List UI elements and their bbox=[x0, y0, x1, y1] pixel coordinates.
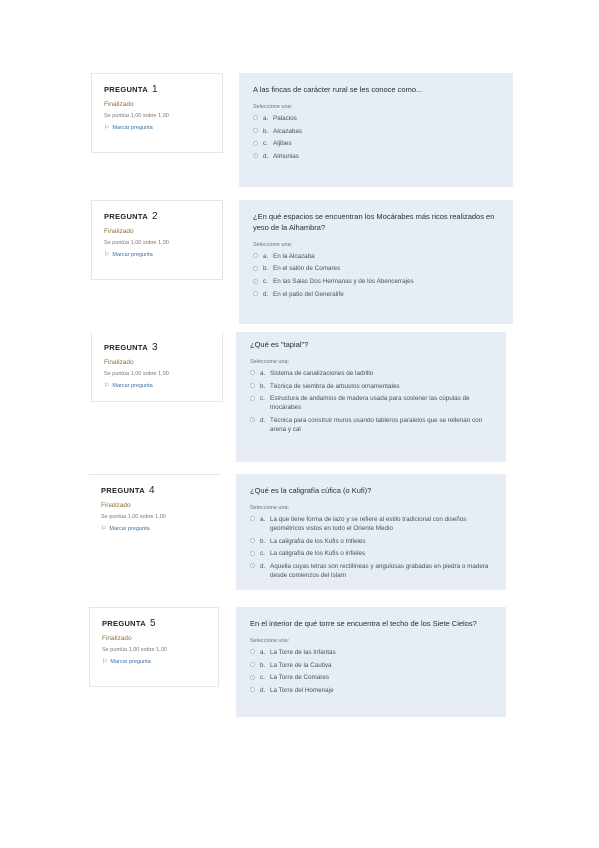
option-text: Aquella cuyas letras son rectilíneas y angulosas grabadas en piedra o madera desde comienzos del Islam bbox=[270, 562, 489, 579]
flag-question-label: Marcar pregunta bbox=[109, 526, 150, 532]
answer-option[interactable] bbox=[250, 394, 492, 412]
question-heading bbox=[104, 84, 210, 95]
answer-option[interactable] bbox=[253, 139, 499, 148]
option-letter: d. bbox=[260, 686, 266, 694]
answer-option[interactable] bbox=[250, 515, 492, 533]
question-state: Finalizado bbox=[104, 101, 134, 108]
option-letter: c. bbox=[263, 140, 268, 148]
question-number: 2 bbox=[152, 211, 158, 222]
option-text: La Torre de las Infantas bbox=[270, 648, 336, 656]
answer-option[interactable] bbox=[250, 648, 492, 657]
answer-prompt: Seleccione una: bbox=[250, 358, 290, 365]
answer-option[interactable] bbox=[250, 416, 492, 434]
answer-prompt: Seleccione una: bbox=[250, 504, 290, 511]
radio-button-selected[interactable] bbox=[253, 153, 258, 158]
radio-button-selected[interactable] bbox=[250, 417, 255, 422]
flag-icon: ⚐ bbox=[102, 659, 108, 665]
radio-button-selected[interactable] bbox=[250, 675, 255, 680]
option-text: Alcazabas bbox=[273, 127, 303, 135]
option-letter: a. bbox=[260, 369, 266, 377]
question-number: 1 bbox=[152, 84, 158, 95]
question-heading bbox=[101, 485, 209, 496]
answer-option[interactable] bbox=[250, 537, 492, 546]
answer-option[interactable] bbox=[253, 264, 499, 273]
question-label: PREGUNTA bbox=[104, 212, 148, 221]
flag-question-label: Marcar pregunta bbox=[112, 252, 153, 258]
answer-option[interactable] bbox=[253, 127, 499, 136]
option-text: Técnica de siembra de arbustos ornamentales bbox=[270, 382, 400, 390]
option-text: En las Salas Dos Hermanas y de los Abencerrajes bbox=[273, 278, 414, 285]
flag-question-link[interactable] bbox=[102, 658, 206, 665]
question-content-2 bbox=[239, 200, 513, 324]
question-state: Finalizado bbox=[104, 228, 134, 235]
answer-option[interactable] bbox=[250, 686, 492, 695]
question-state: Finalizado bbox=[101, 502, 131, 509]
option-text: En el patio del Generalife bbox=[273, 290, 344, 298]
answer-option[interactable] bbox=[253, 252, 499, 261]
option-letter: a. bbox=[263, 252, 269, 260]
radio-button[interactable] bbox=[253, 253, 258, 258]
flag-question-link[interactable] bbox=[104, 251, 210, 258]
option-letter: a. bbox=[260, 648, 266, 656]
option-letter: d. bbox=[263, 152, 269, 160]
question-state: Finalizado bbox=[104, 359, 134, 366]
question-info-2 bbox=[91, 200, 223, 280]
radio-button-selected[interactable] bbox=[250, 563, 255, 568]
question-text: ¿Qué es "tapial"? bbox=[250, 340, 309, 349]
answer-option[interactable] bbox=[250, 549, 492, 558]
question-content-1 bbox=[239, 73, 513, 187]
radio-button[interactable] bbox=[253, 128, 258, 133]
question-grade: Se puntúa 1,00 sobre 1,00 bbox=[104, 113, 169, 119]
option-letter: c. bbox=[260, 550, 265, 558]
option-letter: b. bbox=[260, 537, 266, 545]
question-content-5 bbox=[236, 607, 506, 717]
option-letter: b. bbox=[263, 265, 269, 273]
radio-button[interactable] bbox=[253, 115, 258, 120]
question-info-3 bbox=[91, 332, 223, 402]
radio-button[interactable] bbox=[250, 649, 255, 654]
question-text: ¿En qué espacios se encuentran los Mocárabes más ricos realizados en yeso de la Alhambra? bbox=[253, 212, 495, 232]
radio-button[interactable] bbox=[250, 396, 255, 401]
flag-question-link[interactable] bbox=[104, 382, 210, 389]
option-text: La Torre de la Cautiva bbox=[270, 661, 332, 669]
flag-question-link[interactable] bbox=[104, 124, 210, 131]
question-label: PREGUNTA bbox=[104, 85, 148, 94]
option-letter: c. bbox=[260, 395, 265, 403]
radio-button[interactable] bbox=[250, 538, 255, 543]
flag-icon: ⚐ bbox=[101, 526, 107, 532]
option-letter: b. bbox=[263, 127, 269, 135]
option-letter: a. bbox=[260, 515, 266, 523]
question-label: PREGUNTA bbox=[102, 619, 146, 628]
option-text: Palacios bbox=[273, 114, 297, 122]
question-info-5 bbox=[89, 607, 219, 687]
answer-option[interactable] bbox=[253, 114, 499, 123]
question-content-3 bbox=[236, 332, 506, 462]
question-heading bbox=[104, 342, 210, 353]
option-text: Técnica para construir muros usando tableros paralelos que se rellenan con arena y cal bbox=[270, 416, 483, 433]
question-text: A las fincas de carácter rural se les conoce como... bbox=[253, 85, 423, 94]
option-text: La caligrafía de los Kufis o Infieles bbox=[270, 537, 366, 545]
option-letter: b. bbox=[260, 382, 266, 390]
option-letter: c. bbox=[260, 674, 265, 682]
option-text: Almunias bbox=[273, 152, 299, 160]
flag-question-link[interactable] bbox=[101, 525, 209, 532]
option-text: La que tiene forma de lazo y se refiere al estilo tradicional con diseños geométricos vistos en todo el Oriente Medio bbox=[270, 515, 467, 532]
question-info-1 bbox=[91, 73, 223, 153]
option-text: Estructura de andamios de madera usada para sostener las cúpulas de mocárabes bbox=[270, 395, 470, 412]
flag-icon: ⚐ bbox=[104, 383, 110, 389]
answer-option[interactable] bbox=[250, 562, 492, 580]
option-text: En la Alcazaba bbox=[273, 252, 315, 260]
answer-option[interactable] bbox=[250, 673, 492, 682]
option-letter: d. bbox=[260, 416, 266, 424]
option-text: La Torre de Comares bbox=[270, 674, 330, 682]
answer-option[interactable] bbox=[253, 290, 499, 299]
flag-icon: ⚐ bbox=[104, 252, 110, 258]
radio-button[interactable] bbox=[250, 516, 255, 521]
answer-prompt: Seleccione una: bbox=[253, 241, 293, 248]
radio-button[interactable] bbox=[250, 383, 255, 388]
question-heading bbox=[104, 211, 210, 222]
radio-button-selected[interactable] bbox=[253, 279, 258, 284]
radio-button[interactable] bbox=[250, 370, 255, 375]
answer-prompt: Seleccione una: bbox=[250, 637, 290, 644]
option-letter: b. bbox=[260, 661, 266, 669]
option-letter: d. bbox=[260, 562, 266, 570]
question-grade: Se puntúa 1,00 sobre 1,00 bbox=[104, 371, 169, 377]
radio-button[interactable] bbox=[250, 551, 255, 556]
answer-option[interactable] bbox=[250, 382, 492, 391]
flag-question-label: Marcar pregunta bbox=[112, 125, 153, 131]
option-letter: c. bbox=[263, 278, 268, 285]
flag-question-label: Marcar pregunta bbox=[110, 659, 151, 665]
question-number: 3 bbox=[152, 342, 158, 353]
question-number: 5 bbox=[150, 618, 156, 629]
flag-icon: ⚐ bbox=[104, 125, 110, 131]
answer-prompt: Seleccione una: bbox=[253, 103, 293, 110]
question-text: ¿Qué es la caligrafía cúfica (o Kufi)? bbox=[250, 486, 372, 495]
radio-button[interactable] bbox=[253, 141, 258, 146]
question-text: En el interior de qué torre se encuentra el techo de los Siete Cielos? bbox=[250, 619, 477, 628]
answer-option[interactable] bbox=[250, 369, 492, 378]
question-grade: Se puntúa 1,00 sobre 1,00 bbox=[101, 514, 166, 520]
question-grade: Se puntúa 1,00 sobre 1,00 bbox=[104, 240, 169, 246]
answer-option[interactable] bbox=[250, 661, 492, 670]
flag-question-label: Marcar pregunta bbox=[112, 383, 153, 389]
option-text: En el salón de Comares bbox=[273, 265, 341, 273]
option-letter: d. bbox=[263, 290, 269, 298]
question-content-4 bbox=[236, 474, 506, 590]
option-text: La caligrafía de los Kufis o infieles bbox=[270, 550, 366, 558]
question-grade: Se puntúa 1,00 sobre 1,00 bbox=[102, 647, 167, 653]
option-text: Aljibes bbox=[273, 140, 292, 148]
question-label: PREGUNTA bbox=[101, 486, 145, 495]
radio-button[interactable] bbox=[250, 687, 255, 692]
question-state: Finalizado bbox=[102, 635, 132, 642]
option-letter: a. bbox=[263, 114, 269, 122]
question-label: PREGUNTA bbox=[104, 343, 148, 352]
radio-button[interactable] bbox=[250, 662, 255, 667]
option-text: La Torre del Homenaje bbox=[270, 686, 334, 694]
answer-option[interactable] bbox=[253, 152, 499, 161]
question-info-4 bbox=[89, 474, 221, 550]
option-text: Sistema de canalizaciones de ladrillo bbox=[270, 369, 374, 377]
question-heading bbox=[102, 618, 206, 629]
radio-button[interactable] bbox=[253, 266, 258, 271]
answer-option[interactable] bbox=[253, 277, 499, 286]
question-number: 4 bbox=[149, 485, 155, 496]
radio-button[interactable] bbox=[253, 291, 258, 296]
